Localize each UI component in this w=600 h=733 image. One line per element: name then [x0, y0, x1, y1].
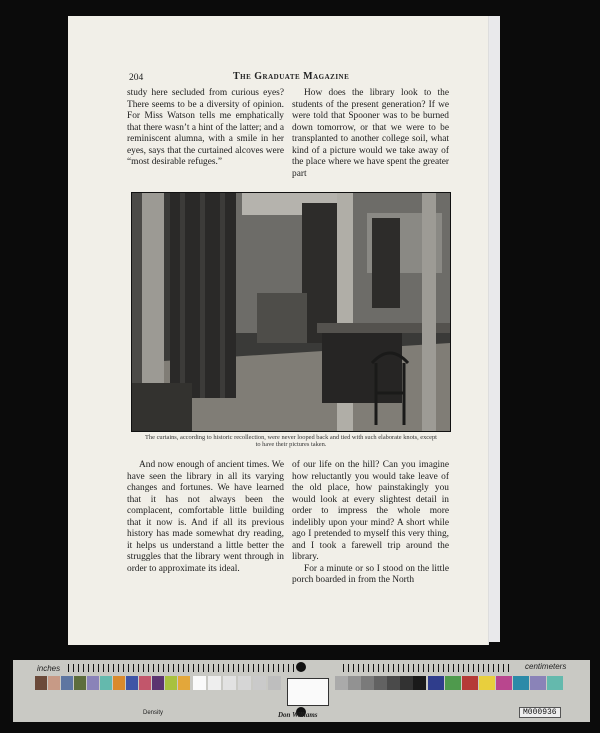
color-swatch	[113, 676, 125, 690]
color-swatch	[479, 676, 495, 690]
grey-patch	[253, 676, 266, 690]
color-swatch	[428, 676, 444, 690]
grey-patch	[193, 676, 206, 690]
paragraph: study here secluded from curious eyes? There seems to be a diversity of opinion. For Miss Watson tells me emphatically that there wasn’t a hint of the latter; and a reminiscent alumna, with a smile in her eyes, says that the curtained alcoves were “most desirable refuges.”	[127, 88, 284, 168]
cm-ruler	[343, 664, 513, 672]
color-swatch	[178, 676, 190, 690]
centimeters-label: centimeters	[525, 662, 567, 671]
page-number: 204	[129, 73, 144, 83]
grey-patch	[348, 676, 361, 690]
color-swatch	[126, 676, 138, 690]
grey-patch	[268, 676, 281, 690]
paragraph: And now enough of ancient times. We have seen the library in all its varying changes and fortunes. We have learned that it has not always been the complacent, comfortable little building that it now is. And if all its previous history has made somewhat dry reading, it helps us understand a little better the struggles that the library went through in order to approximate its ideal.	[127, 460, 284, 574]
paragraph: How does the library look to the students of the present generation? If we were told that Spooner was to be burned down tomorrow, or that we were to be transplanted to another college soil, what kind of a picture would we take away of the place where we have spent the greater part	[292, 88, 449, 179]
color-swatch	[152, 676, 164, 690]
color-swatch	[74, 676, 86, 690]
paragraph: of our life on the hill? Can you imagine how reluctantly you would take leave of the old place, how painstakingly you would look at every slightest detail in order to impress the whole more indelibly upon your mind? A short while ago I pretended to myself this very thing, and I took a farewell trip around the library.	[292, 460, 449, 563]
grey-patch	[361, 676, 374, 690]
color-swatch	[48, 676, 60, 690]
color-swatch	[61, 676, 73, 690]
center-patch	[287, 678, 329, 706]
grey-patch	[335, 676, 348, 690]
right-column-top	[292, 88, 449, 180]
color-swatch	[462, 676, 478, 690]
grey-patch	[208, 676, 221, 690]
paragraph: For a minute or so I stood on the little porch boarded in from the North	[292, 563, 449, 586]
inches-label: inches	[37, 664, 61, 673]
color-swatch	[100, 676, 112, 690]
grey-patch	[374, 676, 387, 690]
magazine-page	[68, 16, 488, 645]
item-id: M000936	[519, 707, 561, 718]
photo-caption: The curtains, according to historic recollection, were never looped back and tied with such elaborate knots, except to have their pictures taken.	[145, 434, 437, 449]
color-swatch	[139, 676, 151, 690]
library-photograph	[131, 192, 451, 432]
color-swatch	[35, 676, 47, 690]
signature: Don Williams	[278, 711, 318, 719]
density-label: Density	[143, 710, 164, 716]
running-head: The Graduate Magazine	[233, 71, 350, 82]
color-swatch	[87, 676, 99, 690]
inch-ruler	[68, 664, 298, 672]
grey-patch	[387, 676, 400, 690]
grey-patch	[413, 676, 426, 690]
grey-patch	[238, 676, 251, 690]
grey-patch	[223, 676, 236, 690]
color-swatch	[165, 676, 177, 690]
left-column-top	[127, 88, 284, 169]
right-column-bottom	[292, 460, 449, 587]
color-swatch	[496, 676, 512, 690]
registration-dot	[296, 662, 306, 672]
color-swatch	[547, 676, 563, 690]
color-swatch	[530, 676, 546, 690]
color-swatch	[513, 676, 529, 690]
color-swatch	[445, 676, 461, 690]
left-column-bottom	[127, 460, 284, 575]
library-interior-image	[132, 193, 450, 431]
grey-patch	[400, 676, 413, 690]
color-calibration-target	[13, 660, 590, 722]
